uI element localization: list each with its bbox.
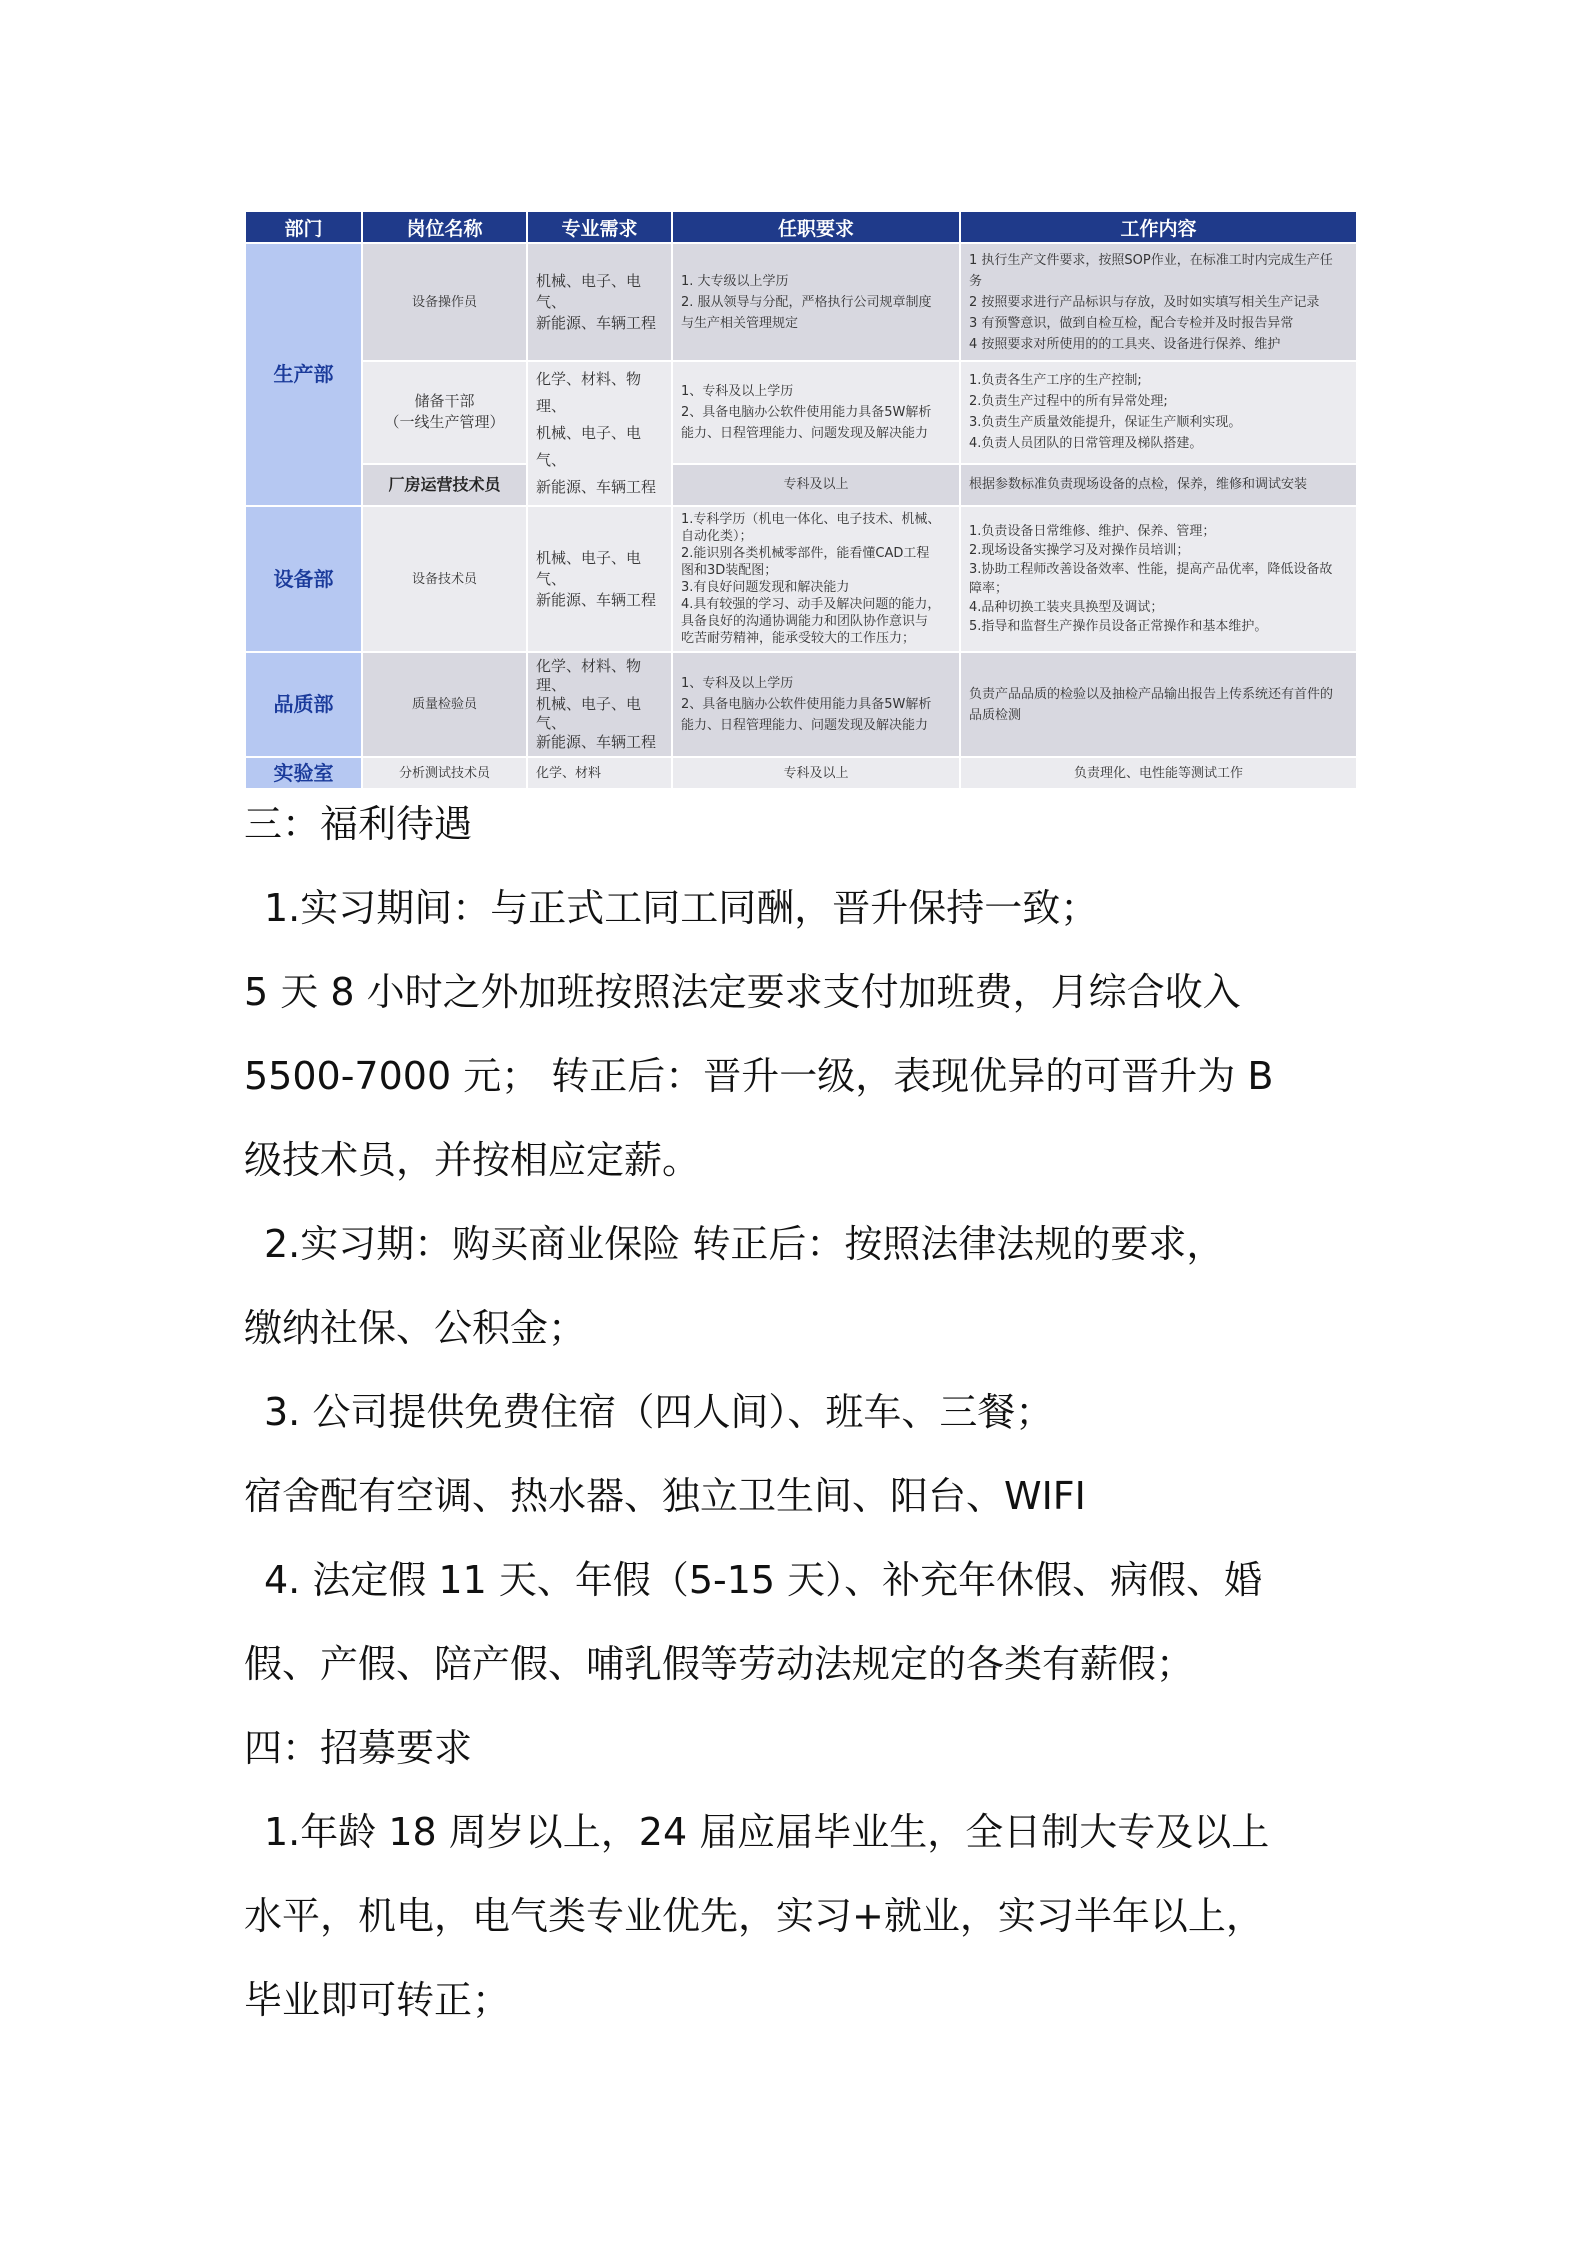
paragraph-line: 3. 公司提供免费住宿（四人间）、班车、三餐； <box>264 1390 1054 1434</box>
duties-cell: 根据参数标准负责现场设备的点检，保养，维修和调试安装 <box>960 464 1357 506</box>
requirements-cell: 1. 大专级以上学历 2. 服从领导与分配，严格执行公司规章制度 与生产相关管理规定 <box>672 243 960 361</box>
paragraph-line: 5500-7000 元； 转正后：晋升一级，表现优异的可晋升为 B <box>244 1054 1274 1098</box>
paragraph-line: 级技术员，并按相应定薪。 <box>244 1138 701 1182</box>
duties-cell: 负责产品品质的检验以及抽检产品输出报告上传系统还有首件的 品质检测 <box>960 652 1357 757</box>
table-row <box>245 464 1357 506</box>
major-cell: 化学、材料、物理、 机械、电子、电气、 新能源、车辆工程 <box>527 361 672 506</box>
table-row <box>245 652 1357 757</box>
table-row <box>245 243 1357 361</box>
section-title-requirements: 四：招募要求 <box>244 1726 473 1770</box>
table-header-row <box>245 211 1357 243</box>
paragraph-line: 4. 法定假 11 天、年假（5-15 天）、补充年休假、病假、婚 <box>264 1558 1263 1602</box>
requirements-cell: 专科及以上 <box>672 757 960 789</box>
paragraph-line: 缴纳社保、公积金； <box>244 1306 587 1350</box>
requirements-cell: 1.专科学历（机电一体化、电子技术、机械、 自动化类）； 2.能识别各类机械零部件，能看懂CAD工程 图和3D装配图； 3.有良好问题发现和解决能力 4.具有较强的学习、动手及解决问题的能力， 具备良好的沟通协调能力和团队协作意识与 吃苦耐劳精神，能承受较大的工作压力； <box>672 506 960 652</box>
table-row <box>245 361 1357 464</box>
duties-cell: 1 执行生产文件要求，按照SOP作业，在标准工时内完成生产任 务 2 按照要求进行产品标识与存放，及时如实填写相关生产记录 3 有预警意识，做到自检互检，配合专检并及时报告异常 4 按照要求对所使用的的工具夹、设备进行保养、维护 <box>960 243 1357 361</box>
paragraph-line: 假、产假、陪产假、哺乳假等劳动法规定的各类有薪假； <box>244 1642 1195 1686</box>
position-cell: 质量检验员 <box>362 652 527 757</box>
header-duties: 工作内容 <box>960 211 1357 243</box>
body-text <box>244 782 1360 2042</box>
duties-cell: 负责理化、电性能等测试工作 <box>960 757 1357 789</box>
position-cell: 厂房运营技术员 <box>362 464 527 506</box>
paragraph-line: 5 天 8 小时之外加班按照法定要求支付加班费，月综合收入 <box>244 970 1241 1014</box>
major-cell: 化学、材料、物理、 机械、电子、电气、 新能源、车辆工程 <box>527 652 672 757</box>
section-title-benefits: 三：福利待遇 <box>244 802 473 846</box>
paragraph-line: 2.实习期：购买商业保险 转正后：按照法律法规的要求， <box>264 1222 1225 1266</box>
header-dept: 部门 <box>245 211 362 243</box>
paragraph-line: 1.实习期间：与正式工同工同酬，晋升保持一致； <box>264 886 1099 930</box>
position-cell: 储备干部 （一线生产管理） <box>362 361 527 464</box>
dept-quality: 品质部 <box>245 652 362 757</box>
major-cell: 机械、电子、电气、 新能源、车辆工程 <box>527 243 672 361</box>
header-position: 岗位名称 <box>362 211 527 243</box>
requirements-cell: 1、专科及以上学历 2、具备电脑办公软件使用能力具备5W解析 能力、日程管理能力、问题发现及解决能力 <box>672 652 960 757</box>
position-cell: 设备操作员 <box>362 243 527 361</box>
major-cell: 机械、电子、电气、 新能源、车辆工程 <box>527 506 672 652</box>
position-cell: 设备技术员 <box>362 506 527 652</box>
paragraph-line: 毕业即可转正； <box>244 1978 511 2022</box>
major-cell: 化学、材料 <box>527 757 672 789</box>
table-row <box>245 506 1357 652</box>
header-major: 专业需求 <box>527 211 672 243</box>
duties-cell: 1.负责设备日常维修、维护、保养、管理； 2.现场设备实操学习及对操作员培训； 3.协助工程师改善设备效率、性能，提高产品优率，降低设备故 障率； 4.品种切换工装夹具换型及调试； 5.指导和监督生产操作员设备正常操作和基本维护。 <box>960 506 1357 652</box>
dept-equipment: 设备部 <box>245 506 362 652</box>
paragraph-line: 1.年龄 18 周岁以上，24 届应届毕业生，全日制大专及以上 <box>264 1810 1270 1854</box>
paragraph-line: 水平，机电，电气类专业优先，实习+就业，实习半年以上， <box>244 1894 1264 1938</box>
paragraph-line: 宿舍配有空调、热水器、独立卫生间、阳台、WIFI <box>244 1474 1086 1518</box>
position-cell: 分析测试技术员 <box>362 757 527 789</box>
dept-production: 生产部 <box>245 243 362 506</box>
requirements-cell: 1、专科及以上学历 2、具备电脑办公软件使用能力具备5W解析 能力、日程管理能力、问题发现及解决能力 <box>672 361 960 464</box>
job-table <box>244 210 1358 790</box>
requirements-cell: 专科及以上 <box>672 464 960 506</box>
header-requirements: 任职要求 <box>672 211 960 243</box>
duties-cell: 1.负责各生产工序的生产控制; 2.负责生产过程中的所有异常处理; 3.负责生产质量效能提升，保证生产顺利实现。 4.负责人员团队的日常管理及梯队搭建。 <box>960 361 1357 464</box>
dept-lab: 实验室 <box>245 757 362 789</box>
